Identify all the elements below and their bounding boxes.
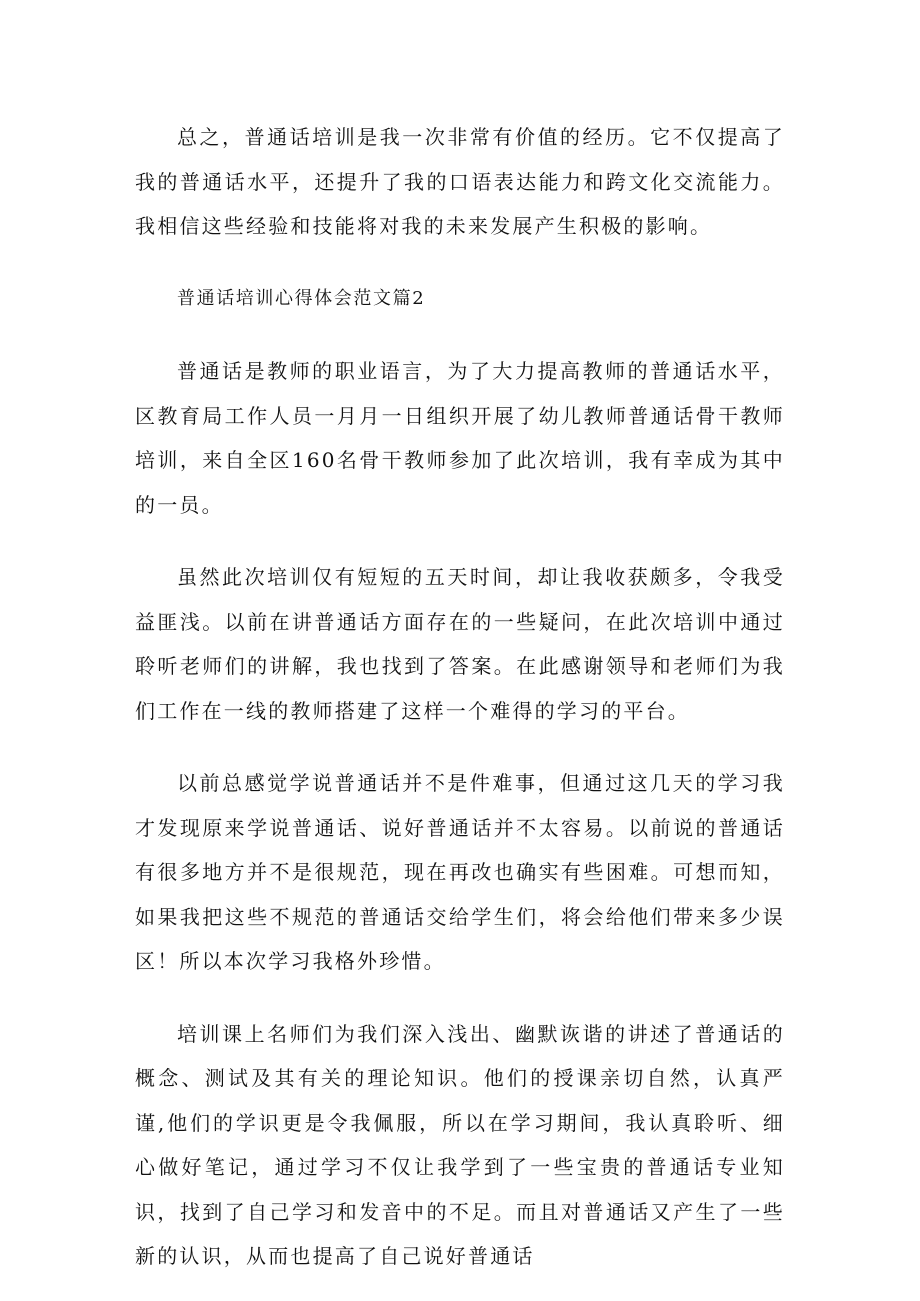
paragraph-3: 以前总感觉学说普通话并不是件难事，但通过这几天的学习我才发现原来学说普通话、说好普通话并不太容易。以前说的普通话有很多地方并不是很规范，现在再改也确实有些困难。可想而知，如果我把这些不规范的普通话交给学生们，将会给他们带来多少误区！所以本次学习我格外珍惜。	[135, 771, 785, 973]
paragraph-4: 培训课上名师们为我们深入浅出、幽默诙谐的讲述了普通话的概念、测试及其有关的理论知识。他们的授课亲切自然，认真严谨,他们的学识更是令我佩服，所以在学习期间，我认真聆听、细心做好笔记，通过学习不仅让我学到了一些宝贵的普通话专业知识，找到了自己学习和发音中的不足。而且对普通话又产生了一些新的认识，从而也提高了自己说好普通话	[135, 1021, 785, 1268]
paragraph-summary: 总之，普通话培训是我一次非常有价值的经历。它不仅提高了我的普通话水平，还提升了我的口语表达能力和跨文化交流能力。我相信这些经验和技能将对我的未来发展产生积极的影响。	[135, 125, 785, 238]
paragraph-2: 虽然此次培训仅有短短的五天时间，却让我收获颇多，令我受益匪浅。以前在讲普通话方面存在的一些疑问，在此次培训中通过聆听老师们的讲解，我也找到了答案。在此感谢领导和老师们为我们工作在一线的教师搭建了这样一个难得的学习的平台。	[135, 565, 785, 723]
paragraph-1: 普通话是教师的职业语言，为了大力提高教师的普通话水平，区教育局工作人员一月月一日组织开展了幼儿教师普通话骨干教师培训，来自全区160名骨干教师参加了此次培训，我有幸成为其中的一员。	[135, 359, 785, 517]
section-heading: 普通话培训心得体会范文篇2	[177, 287, 426, 309]
